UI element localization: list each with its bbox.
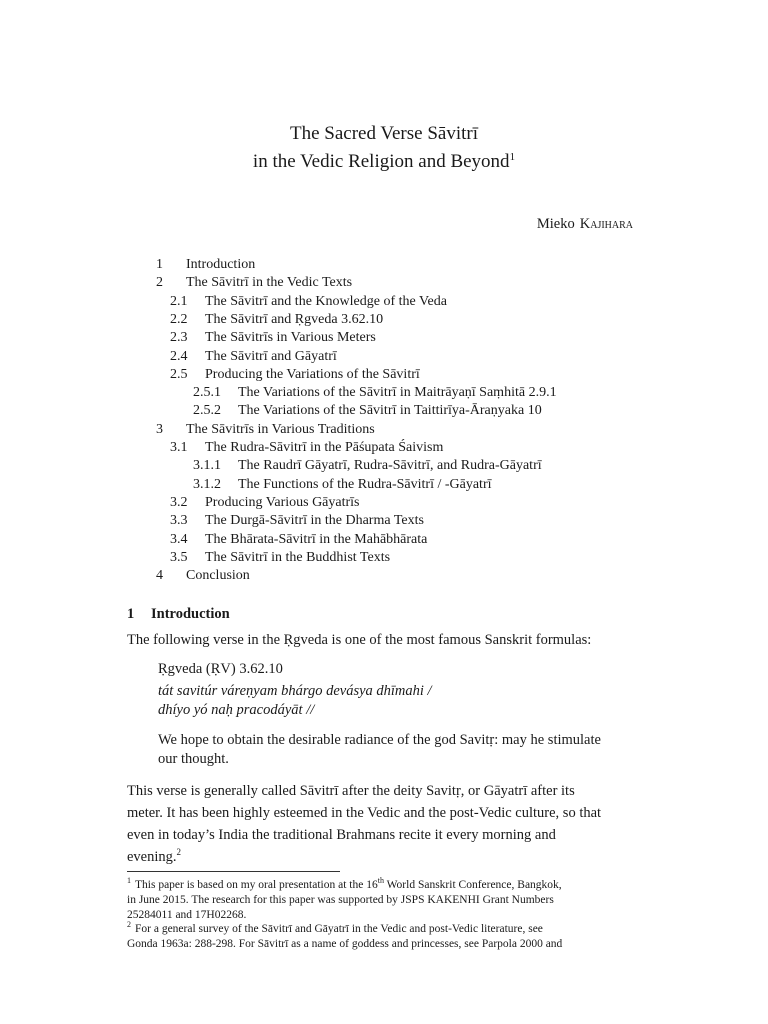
toc-entry: [193, 384, 557, 402]
footnote-1-line-3: 25284011 and 17H02268.: [127, 909, 247, 921]
toc-entry: [193, 457, 542, 475]
toc-entry-number: 2: [156, 275, 163, 291]
toc-entry: [156, 567, 250, 585]
toc-entry-number: 2.5: [170, 366, 188, 382]
toc-entry-label: The Sāvitrīs in Various Traditions: [186, 421, 375, 437]
toc-entry: [170, 293, 447, 311]
author-given-name: Mieko: [536, 216, 575, 232]
toc-entry: [156, 256, 255, 274]
toc-entry: [170, 311, 383, 329]
title-footnote-mark: 1: [509, 151, 516, 163]
toc-entry-number: 3.2: [170, 494, 188, 510]
toc-entry: [156, 421, 375, 439]
verse-reference: Ṛgveda (ṚV) 3.62.10: [158, 661, 283, 677]
toc-entry-number: 1: [156, 257, 163, 272]
toc-entry-label: Introduction: [186, 257, 256, 272]
footnote-2-line-1: [127, 922, 633, 937]
toc-entry-number: 3.1.2: [193, 476, 221, 492]
toc-entry-number: 2.5.1: [193, 385, 221, 401]
body-line-3: even in today’s India the traditional Brahmans recite it every morning and: [127, 827, 556, 843]
body-line-4-text: evening.: [127, 849, 177, 865]
toc-entry-label: Producing Various Gāyatrīs: [205, 494, 360, 510]
toc-entry: [170, 329, 376, 347]
footnote-2-text: For a general survey of the Sāvitrī and Gāyatrī in the Vedic and post-Vedic literature, see: [135, 923, 543, 935]
footnote-separator: [127, 871, 340, 872]
toc-entry: [170, 366, 420, 384]
toc-entry: [170, 512, 424, 530]
toc-entry-label: The Sāvitrī and Ṛgveda 3.62.10: [205, 311, 384, 327]
author-family-name: Kajihara: [579, 216, 633, 232]
toc-entry-number: 4: [156, 568, 163, 584]
toc-entry: [193, 476, 492, 494]
body-footnote-mark: 2: [176, 847, 182, 857]
footnote-1-text-b: World Sanskrit Conference, Bangkok,: [383, 879, 562, 891]
toc-entry-number: 3.5: [170, 549, 188, 565]
toc-entry-label: The Variations of the Sāvitrī in Maitrāyaṇī Saṃhitā 2.9.1: [238, 385, 557, 401]
toc-entry-number: 3.1.1: [193, 458, 221, 474]
footnote-2-line-2: Gonda 1963a: 288-298. For Sāvitrī as a name of goddess and princesses, see Parpola 2000 and: [127, 938, 563, 950]
title-text-1: The Sacred Verse Sāvitrī: [289, 123, 478, 144]
toc-entry: [170, 439, 443, 457]
translation-line-1: We hope to obtain the desirable radiance of the god Savitṛ: may he stimulate: [158, 732, 601, 748]
section-1-title: Introduction: [151, 606, 230, 622]
translation-line-2: our thought.: [158, 751, 229, 767]
verse-line-1: tát savitúr váreṇyam bhárgo devásya dhīmahi /: [158, 683, 432, 699]
footnote-2-mark: 2: [127, 920, 131, 929]
toc-entry-number: 2.1: [170, 293, 188, 309]
toc-entry-label: The Rudra-Sāvitrī in the Pāśupata Śaivism: [205, 440, 444, 455]
toc-entry-label: The Sāvitrīs in Various Meters: [205, 330, 376, 346]
toc-entry-label: The Raudrī Gāyatrī, Rudra-Sāvitrī, and Rudra-Gāyatrī: [238, 458, 542, 474]
toc-entry-label: Conclusion: [186, 568, 250, 584]
toc-entry-label: The Durgā-Sāvitrī in the Dharma Texts: [205, 513, 424, 529]
footnote-1-mark: 1: [127, 876, 131, 885]
toc-entry-label: The Sāvitrī in the Buddhist Texts: [205, 549, 391, 565]
intro-paragraph: The following verse in the Ṛgveda is one of the most famous Sanskrit formulas:: [127, 632, 592, 648]
toc-entry-number: 3.1: [170, 440, 188, 455]
section-1-heading: [127, 606, 230, 623]
body-line-1: This verse is generally called Sāvitrī after the deity Savitṛ, or Gāyatrī after its: [127, 783, 575, 799]
footnote-1-ordinal: th: [377, 876, 384, 885]
section-1-number: 1: [127, 606, 135, 622]
toc-entry-label: The Sāvitrī and the Knowledge of the Veda: [205, 293, 447, 309]
body-line-2: meter. It has been highly esteemed in the Vedic and the post-Vedic culture, so that: [127, 805, 602, 821]
toc-entry-number: 2.5.2: [193, 403, 221, 419]
toc-entry-number: 2.4: [170, 348, 188, 364]
toc-entry-label: The Functions of the Rudra-Sāvitrī / -Gāyatrī: [238, 476, 492, 492]
body-line-4: [127, 846, 633, 868]
toc-entry: [170, 348, 337, 366]
footnote-1-line-2: in June 2015. The research for this paper was supported by JSPS KAKENHI Grant Numbers: [127, 894, 554, 906]
toc-entry-number: 2.2: [170, 311, 188, 327]
toc-entry: [170, 531, 427, 549]
toc-entry: [193, 402, 542, 420]
verse-line-2: dhíyo yó naḥ pracodáyāt //: [158, 702, 315, 718]
toc-entry: [170, 494, 360, 512]
toc-entry-number: 3: [156, 421, 163, 437]
author-name: [537, 216, 633, 233]
footnote-1-text-a: This paper is based on my oral presentation at the 16: [135, 879, 378, 891]
toc-entry-label: The Sāvitrī and Gāyatrī: [205, 348, 337, 364]
footnote-1-line-1: [127, 878, 633, 893]
toc-entry-label: The Bhārata-Sāvitrī in the Mahābhārata: [205, 531, 428, 547]
toc-entry-label: Producing the Variations of the Sāvitrī: [205, 366, 420, 382]
title-line-2: [0, 148, 768, 175]
toc-entry-label: The Sāvitrī in the Vedic Texts: [186, 275, 353, 291]
title-text-2: in the Vedic Religion and Beyond: [252, 151, 510, 172]
toc-entry: [170, 549, 390, 567]
toc-entry-label: The Variations of the Sāvitrī in Taittirīya-Āraṇyaka 10: [238, 403, 542, 419]
title-line-1: [0, 120, 768, 147]
toc-entry-number: 2.3: [170, 330, 188, 346]
toc-entry-number: 3.3: [170, 513, 188, 529]
toc-entry: [156, 274, 352, 292]
toc-entry-number: 3.4: [170, 531, 188, 547]
